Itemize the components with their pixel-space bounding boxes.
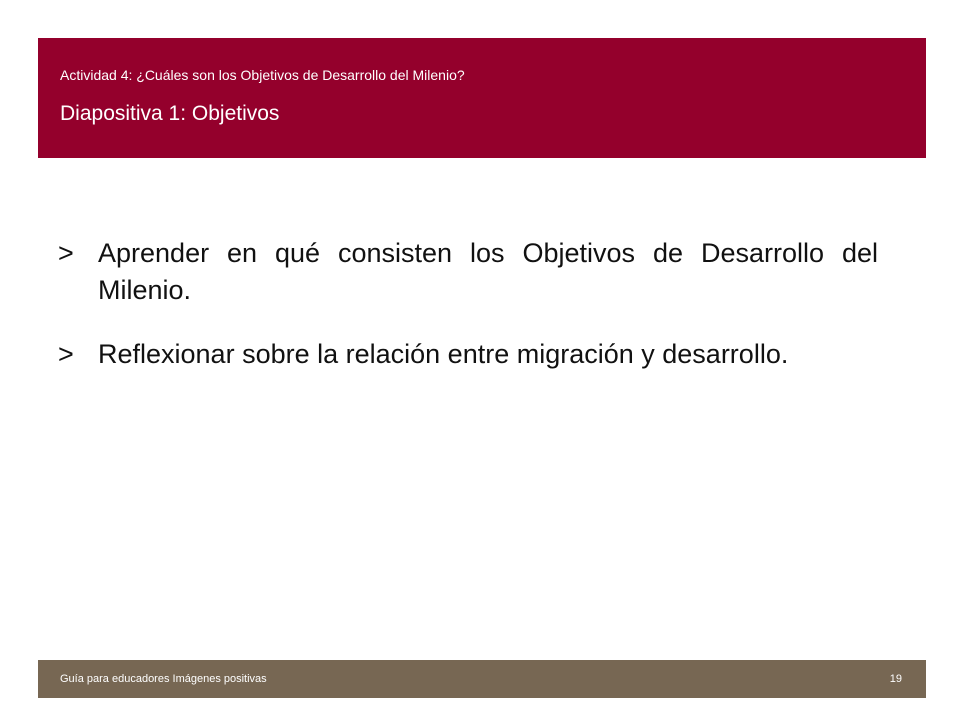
slide-footer [38,660,926,698]
bullet-marker: > [58,339,74,369]
bullet-marker: > [58,238,74,268]
bullet-text: Aprender en qué consisten los Objetivos de Desarrollo del Milenio. [98,238,878,305]
slide-header [38,38,926,158]
slide-content [58,235,878,400]
bullet-item [58,336,878,373]
slide-title: Diapositiva 1: Objetivos [60,102,280,125]
footer-text: Guía para educadores Imágenes positivas [60,673,267,685]
page-number: 19 [889,673,902,685]
bullet-item [58,235,878,309]
activity-subtitle: Actividad 4: ¿Cuáles son los Objetivos de Desarrollo del Milenio? [60,67,465,83]
bullet-text: Reflexionar sobre la relación entre migración y desarrollo. [98,339,789,369]
